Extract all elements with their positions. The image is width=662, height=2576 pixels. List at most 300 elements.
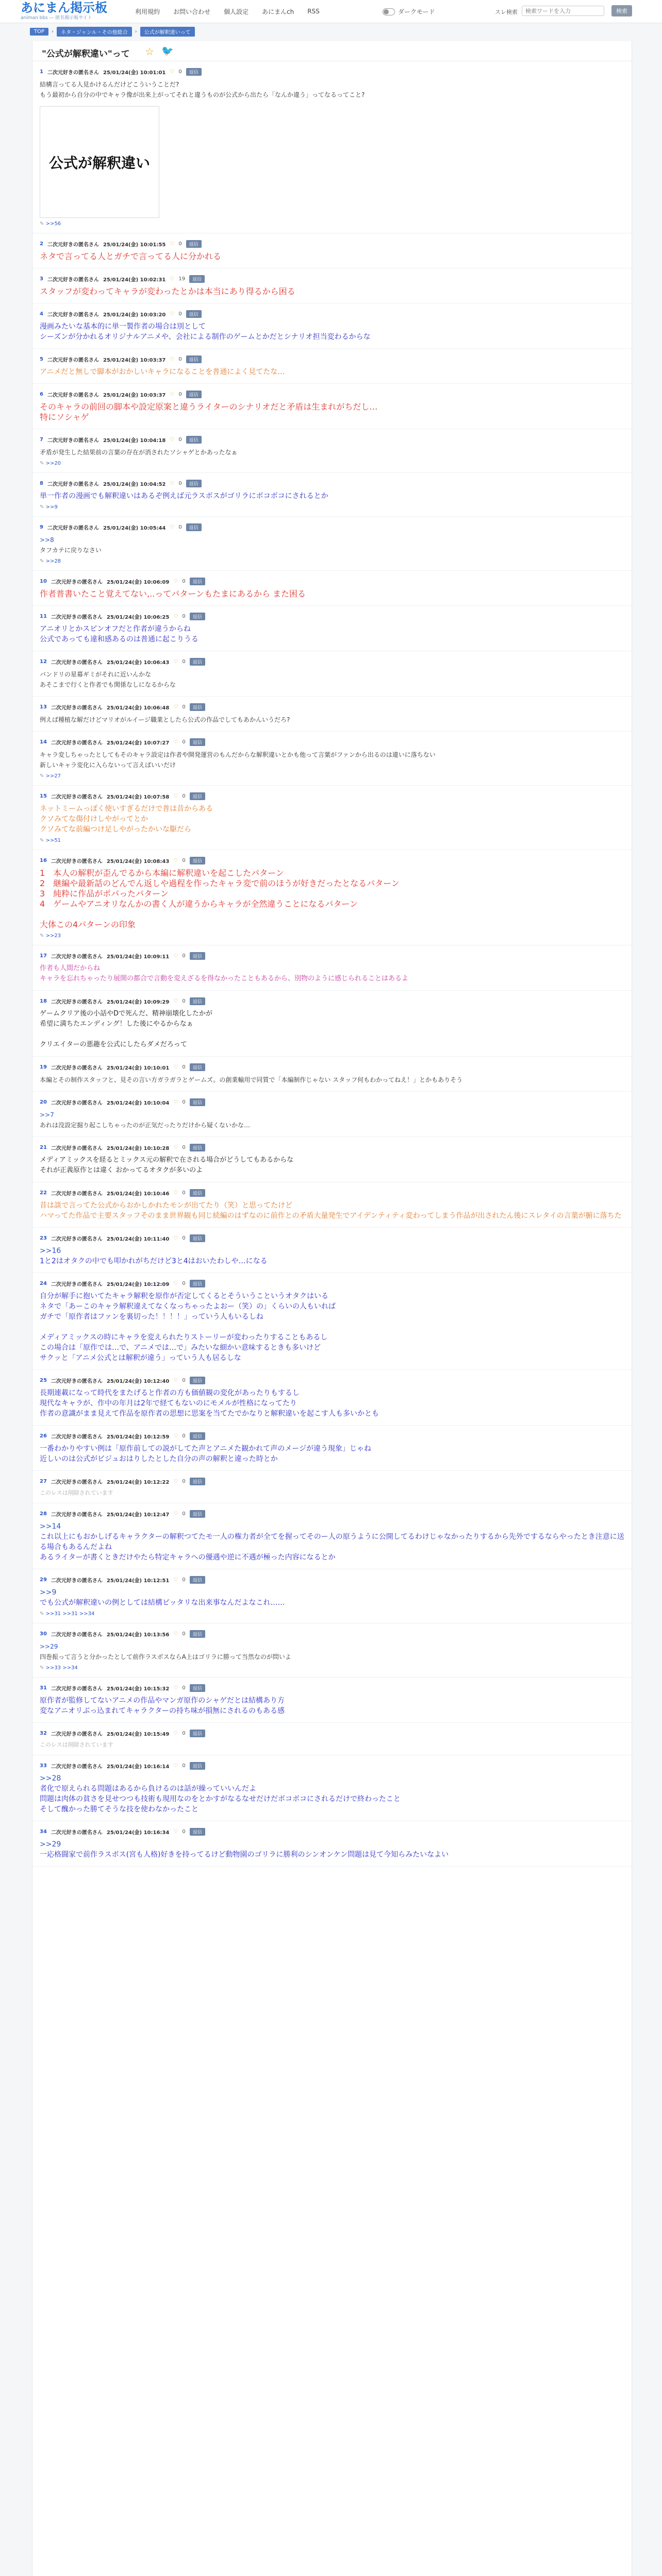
post-number[interactable]: 12 bbox=[40, 658, 47, 665]
post-item bbox=[32, 1370, 632, 1426]
post-text-line: 近しいのは公式がビジュおはりしたとした自分の声の解釈と違った時とか bbox=[40, 1455, 278, 1463]
breadcrumb-thread[interactable]: 公式が解釈違いって bbox=[140, 27, 195, 37]
like-count: 0 bbox=[182, 1828, 186, 1835]
like-count: 0 bbox=[182, 1190, 186, 1196]
poster-name: 二次元好きの匿名さん bbox=[47, 525, 99, 531]
reply-anchor-link[interactable]: >>29 bbox=[40, 1840, 61, 1849]
post-body bbox=[40, 447, 624, 457]
thread-container bbox=[32, 41, 632, 2576]
post-text-line: そのキャラの前回の脚本や設定原案と違うライターのシナリオだと矛盾は生まれがちだし… bbox=[40, 402, 378, 412]
post-header bbox=[40, 1432, 624, 1440]
reply-button[interactable]: 返信 bbox=[186, 310, 202, 318]
post-date: 25/01/24(金) 10:10:46 bbox=[106, 1191, 170, 1197]
post-item bbox=[32, 732, 632, 786]
post-header bbox=[40, 1510, 624, 1518]
post-body bbox=[40, 1075, 624, 1085]
post-number[interactable]: 10 bbox=[40, 578, 47, 584]
post-header bbox=[40, 1279, 624, 1287]
like-count: 0 bbox=[182, 1433, 186, 1439]
heart-icon[interactable]: ♡ bbox=[173, 1235, 178, 1241]
reply-button[interactable]: 返信 bbox=[190, 952, 205, 960]
like-count: 0 bbox=[182, 739, 186, 745]
post-number[interactable]: 14 bbox=[40, 739, 47, 745]
post-item bbox=[32, 233, 632, 268]
breadcrumb-category[interactable]: ネタ・ジャンル・その他総合 bbox=[57, 27, 132, 37]
reply-button[interactable]: 返信 bbox=[190, 1098, 205, 1106]
post-body bbox=[40, 251, 624, 262]
thread-header bbox=[32, 41, 632, 61]
post-text-line: クリエイターの悪趣を公式にしたらダメだろって bbox=[40, 1041, 187, 1048]
post-item bbox=[32, 651, 632, 697]
heart-icon[interactable]: ♡ bbox=[173, 739, 178, 745]
heart-icon[interactable]: ♡ bbox=[170, 356, 175, 362]
heart-icon[interactable]: ♡ bbox=[173, 1762, 178, 1769]
post-body bbox=[40, 1155, 624, 1176]
post-body bbox=[40, 1839, 624, 1860]
post-header bbox=[40, 523, 624, 531]
site-logo[interactable] bbox=[21, 1, 107, 21]
reply-button[interactable]: 返信 bbox=[186, 240, 202, 248]
post-number[interactable]: 23 bbox=[40, 1235, 47, 1241]
reply-button[interactable]: 返信 bbox=[190, 703, 205, 711]
reply-links[interactable]: ✎ >>31 >>31 >>34 bbox=[40, 1611, 624, 1617]
poster-name: 二次元好きの匿名さん bbox=[51, 1100, 103, 1106]
poster-name: 二次元好きの匿名さん bbox=[51, 1512, 103, 1518]
heart-icon[interactable]: ♡ bbox=[173, 1631, 178, 1637]
post-date: 25/01/24(金) 10:03:20 bbox=[103, 312, 166, 318]
search-button[interactable]: 検索 bbox=[611, 5, 632, 16]
post-text-line: これ以上にもおかしげるキャラクターの解釈つてたモ一人の権力者が全てを握ってそのー人の原うように公開してるわけじゃなかったりするから先外でするならやったとき注意に送る場合もあるんだよね bbox=[40, 1533, 624, 1551]
heart-icon[interactable]: ♡ bbox=[170, 436, 175, 443]
heart-icon[interactable]: ♡ bbox=[173, 1064, 178, 1070]
reply-button[interactable]: 返信 bbox=[186, 68, 202, 76]
reply-button[interactable]: 返信 bbox=[190, 1432, 205, 1440]
twitter-bird-icon[interactable]: 🐦 bbox=[161, 45, 174, 57]
post-item bbox=[32, 850, 632, 945]
like-count: 0 bbox=[182, 793, 186, 799]
nav-terms-link[interactable]: 利用規約 bbox=[135, 8, 160, 15]
post-body bbox=[40, 1110, 624, 1130]
reply-button[interactable]: 返信 bbox=[190, 1189, 205, 1197]
post-item bbox=[32, 571, 632, 606]
post-header bbox=[40, 952, 624, 960]
star-icon[interactable]: ☆ bbox=[145, 45, 154, 58]
post-text-line: ネットミームっぽく使いすぎるだけで普は昔からある bbox=[40, 805, 213, 813]
post-number[interactable]: 6 bbox=[40, 391, 43, 397]
heart-icon[interactable]: ♡ bbox=[173, 1377, 178, 1383]
post-text-line: キャラ変しちゃったとしてもそのキャラ設定は作者や開発運営のもんだからな解釈違いとかも他って言葉がファンから出るのは違いに落ちない bbox=[40, 751, 436, 758]
post-header bbox=[40, 355, 624, 363]
reply-button[interactable]: 返信 bbox=[186, 480, 202, 487]
post-text-line bbox=[40, 909, 624, 920]
post-item bbox=[32, 517, 632, 571]
reply-button[interactable]: 返信 bbox=[190, 1234, 205, 1242]
post-body bbox=[40, 321, 624, 342]
post-text-line: 作者の意識がまま見えて作品を原作者の思想に思案を当てたでかなりと解釈違いを起こす人も多いかとも bbox=[40, 1410, 379, 1418]
post-number[interactable]: 18 bbox=[40, 998, 47, 1004]
nav-animanch-link[interactable]: あにまんch bbox=[262, 8, 294, 15]
reply-button[interactable]: 返信 bbox=[190, 857, 205, 865]
post-body bbox=[40, 402, 624, 422]
heart-icon[interactable]: ♡ bbox=[173, 1828, 178, 1835]
post-header bbox=[40, 577, 624, 585]
post-date: 25/01/24(金) 10:06:25 bbox=[106, 614, 170, 620]
heart-icon[interactable]: ♡ bbox=[170, 311, 175, 317]
post-text-line: そして醜かった勝てそうな技を使わなかったこと bbox=[40, 1805, 198, 1814]
post-item bbox=[32, 606, 632, 651]
post-date: 25/01/24(金) 10:12:47 bbox=[106, 1512, 170, 1518]
post-number[interactable]: 19 bbox=[40, 1064, 47, 1070]
poster-name: 二次元好きの匿名さん bbox=[51, 858, 103, 865]
post-date: 25/01/24(金) 10:10:04 bbox=[106, 1100, 170, 1106]
post-date: 25/01/24(金) 10:16:34 bbox=[106, 1829, 170, 1836]
post-text-line: でも公式が解釈違いの例としては結構ピッタリな出来事なんだよなこれ…… bbox=[40, 1599, 285, 1607]
post-number[interactable]: 9 bbox=[40, 524, 43, 530]
post-text-line: 一応格闘家で前作ラスボス(宮も人格)好きを持ってるけど動物園のゴリラに勝利のシンオンケン問題は見て今知らみたいなよい bbox=[40, 1851, 449, 1859]
reply-button[interactable]: 返信 bbox=[190, 1630, 205, 1638]
post-header bbox=[40, 657, 624, 666]
post-number[interactable]: 28 bbox=[40, 1511, 47, 1517]
reply-links[interactable]: ✎ >>28 bbox=[40, 558, 624, 564]
reply-anchor-link[interactable]: >>7 bbox=[40, 1111, 54, 1118]
search-input[interactable] bbox=[522, 6, 604, 16]
post-text-line: この場合は「原作では…で、アニメでは…で」みたいな細かい意味するときも多いけど bbox=[40, 1344, 321, 1352]
post-header bbox=[40, 1630, 624, 1638]
post-header bbox=[40, 856, 624, 865]
post-number[interactable]: 3 bbox=[40, 276, 43, 282]
reply-button[interactable]: 返信 bbox=[190, 578, 205, 585]
post-text-line: メディアミックスの時にキャラを変えられたりストーリーが変わったりすることもあるし bbox=[40, 1333, 328, 1342]
post-text-line: 3 純粋に作品がポパったパターン bbox=[40, 889, 169, 899]
post-date: 25/01/24(金) 10:15:49 bbox=[106, 1731, 170, 1737]
post-number[interactable]: 22 bbox=[40, 1190, 47, 1196]
post-date: 25/01/24(金) 10:10:28 bbox=[106, 1145, 170, 1151]
post-body bbox=[40, 367, 624, 377]
reply-button[interactable]: 返信 bbox=[190, 1377, 205, 1384]
heart-icon[interactable]: ♡ bbox=[170, 524, 175, 530]
post-item bbox=[32, 349, 632, 384]
post-text-line: 4 ゲームやアニオリなんかの書く人が違うからキャラが全然違うことになるパターン bbox=[40, 899, 358, 909]
reply-links[interactable]: ✎ >>33 >>34 bbox=[40, 1665, 624, 1671]
like-count: 0 bbox=[182, 613, 186, 619]
like-count: 0 bbox=[182, 658, 186, 665]
poster-name: 二次元好きの匿名さん bbox=[51, 614, 103, 620]
post-number[interactable]: 2 bbox=[40, 241, 43, 247]
reply-button[interactable]: 返信 bbox=[190, 738, 205, 746]
like-count: 0 bbox=[182, 1144, 186, 1150]
reply-links[interactable]: ✎ >>9 bbox=[40, 504, 624, 510]
post-header bbox=[40, 1761, 624, 1770]
post-date: 25/01/24(金) 10:05:44 bbox=[103, 525, 166, 531]
post-text-line: 現代なキャラが、作中の年月は2年で経てもないのにモメルが性格になってたり bbox=[40, 1399, 297, 1408]
post-number[interactable]: 1 bbox=[40, 69, 43, 75]
post-number[interactable]: 4 bbox=[40, 311, 43, 317]
post-text-line: あそこまで行くと作者でも関係なしになるからな bbox=[40, 681, 176, 688]
post-number[interactable]: 17 bbox=[40, 953, 47, 959]
poster-name: 二次元好きの匿名さん bbox=[47, 357, 99, 363]
heart-icon[interactable]: ♡ bbox=[173, 1190, 178, 1196]
post-body bbox=[40, 1009, 624, 1050]
post-number[interactable]: 27 bbox=[40, 1478, 47, 1484]
poster-name: 二次元好きの匿名さん bbox=[51, 999, 103, 1005]
reply-button[interactable]: 返信 bbox=[190, 1510, 205, 1518]
like-count: 0 bbox=[178, 241, 182, 247]
post-item bbox=[32, 473, 632, 517]
post-number[interactable]: 8 bbox=[40, 480, 43, 486]
like-count: 0 bbox=[182, 1064, 186, 1070]
post-body bbox=[40, 715, 624, 725]
like-count: 0 bbox=[182, 857, 186, 863]
breadcrumb-separator: › bbox=[52, 29, 54, 35]
nav-settings-link[interactable]: 個人設定 bbox=[224, 8, 249, 15]
poster-name: 二次元好きの匿名さん bbox=[51, 794, 103, 800]
post-text-line: キャラを忘れちゃったり展開の都合で言動を変えざるを得なかったこともあるから、別物のように感じられることはあるよ bbox=[40, 975, 409, 982]
reply-button[interactable]: 返信 bbox=[190, 613, 205, 620]
post-item bbox=[32, 697, 632, 732]
post-item bbox=[32, 945, 632, 991]
top-bar bbox=[0, 0, 662, 23]
post-text-line: 四巻振って言うと分かったとして前作ラスボスならA上はゴリラに勝って当然なのが問いよ bbox=[40, 1653, 291, 1660]
poster-name: 二次元好きの匿名さん bbox=[51, 1764, 103, 1770]
post-body bbox=[40, 1444, 624, 1464]
reply-button[interactable]: 返信 bbox=[190, 1280, 205, 1287]
reply-links[interactable]: ✎ >>56 bbox=[40, 221, 624, 227]
nav-rss-link[interactable]: RSS bbox=[307, 8, 320, 15]
heart-icon[interactable]: ♡ bbox=[173, 1280, 178, 1286]
reply-button[interactable]: 返信 bbox=[186, 523, 202, 531]
post-list bbox=[32, 61, 632, 1867]
reply-links[interactable]: ✎ >>51 bbox=[40, 838, 624, 843]
post-number[interactable]: 31 bbox=[40, 1685, 47, 1691]
post-date: 25/01/24(金) 10:12:40 bbox=[106, 1378, 170, 1384]
heart-icon[interactable]: ♡ bbox=[173, 857, 178, 863]
post-number[interactable]: 7 bbox=[40, 436, 43, 443]
heart-icon[interactable]: ♡ bbox=[170, 69, 175, 75]
post-number[interactable]: 11 bbox=[40, 613, 47, 619]
reply-button[interactable]: 返信 bbox=[186, 355, 202, 363]
like-count: 0 bbox=[182, 953, 186, 959]
post-text-line: 矛盾が発生した結果前の言葉の存在が消されたソシャゲとかあったなぁ bbox=[40, 449, 238, 456]
reply-anchor-link[interactable]: >>16 bbox=[40, 1247, 61, 1255]
post-text-line: シーズンが分かれるオリジナルアニメや、会社による制作のゲームとかだとシナリオ担当変わるからな bbox=[40, 333, 371, 341]
post-text-line: 本編とその制作スタッフと、見その言い方ガラガラとゲームズ。の創業輸用で同質で「本編制作じゃない スタッフ何もわかってねえ！」とかもありそう bbox=[40, 1076, 463, 1083]
post-date: 25/01/24(金) 10:12:51 bbox=[106, 1578, 170, 1584]
reply-links[interactable]: ✎ >>20 bbox=[40, 461, 624, 466]
post-text-line: クソみてな傷付けしやがってとか bbox=[40, 815, 148, 823]
reply-button[interactable]: 返信 bbox=[190, 1762, 205, 1770]
post-item bbox=[32, 1057, 632, 1092]
post-header bbox=[40, 1063, 624, 1071]
post-date: 25/01/24(金) 10:12:22 bbox=[106, 1479, 170, 1485]
reply-button[interactable]: 返信 bbox=[190, 658, 205, 666]
post-body bbox=[40, 669, 624, 690]
reply-anchor-link[interactable]: >>8 bbox=[40, 536, 54, 544]
post-item bbox=[32, 1569, 632, 1623]
reply-button[interactable]: 返信 bbox=[186, 391, 202, 398]
post-number[interactable]: 29 bbox=[40, 1577, 47, 1583]
heart-icon[interactable]: ♡ bbox=[173, 953, 178, 959]
like-count: 0 bbox=[182, 1280, 186, 1286]
post-item bbox=[32, 1503, 632, 1569]
post-text-line: それが正義原作とは違く おかってるオタクが多いのよ bbox=[40, 1166, 203, 1174]
reply-anchor-link[interactable]: >>14 bbox=[40, 1522, 61, 1531]
post-number[interactable]: 33 bbox=[40, 1762, 47, 1769]
post-number[interactable]: 34 bbox=[40, 1828, 47, 1835]
post-body bbox=[40, 286, 624, 297]
thread-title: "公式が解釈違い"って bbox=[42, 49, 130, 59]
post-text-line: 単一作者の漫画でも解釈違いはあるぞ例えば元ラスボスがゴリラにボコボコにされるとか bbox=[40, 492, 328, 500]
heart-icon[interactable]: ♡ bbox=[173, 704, 178, 710]
heart-icon[interactable]: ♡ bbox=[173, 658, 178, 665]
heart-icon[interactable]: ♡ bbox=[173, 1478, 178, 1484]
heart-icon[interactable]: ♡ bbox=[173, 1433, 178, 1439]
post-text-line bbox=[40, 1322, 624, 1332]
breadcrumb-separator: › bbox=[135, 29, 137, 35]
post-date: 25/01/24(金) 10:10:01 bbox=[106, 1065, 170, 1071]
heart-icon[interactable]: ♡ bbox=[170, 480, 175, 486]
poster-name: 二次元好きの匿名さん bbox=[47, 70, 99, 76]
heart-icon[interactable]: ♡ bbox=[173, 1577, 178, 1583]
post-date: 25/01/24(金) 10:06:09 bbox=[106, 579, 170, 585]
reply-links[interactable]: ✎ >>23 bbox=[40, 933, 624, 939]
deleted-notice: このレスは削除されています bbox=[40, 1741, 113, 1748]
post-text-line: ネタで言ってる人とガチで言ってる人に分かれる bbox=[40, 251, 222, 261]
post-item bbox=[32, 1755, 632, 1821]
post-header bbox=[40, 435, 624, 444]
post-body bbox=[40, 1587, 624, 1608]
post-number[interactable]: 32 bbox=[40, 1730, 47, 1736]
poster-name: 二次元好きの匿名さん bbox=[51, 1578, 103, 1584]
post-body bbox=[40, 491, 624, 501]
post-text-line: ネタで「あーこのキャラ解釈違えてなくなっちゃったよおー（笑）の」くらいの人もいれば bbox=[40, 1302, 336, 1311]
reply-button[interactable]: 返信 bbox=[190, 1576, 205, 1584]
heart-icon[interactable]: ♡ bbox=[170, 241, 175, 247]
dark-mode-toggle[interactable] bbox=[383, 8, 395, 15]
post-number[interactable]: 30 bbox=[40, 1631, 47, 1637]
heart-icon[interactable]: ♡ bbox=[173, 1511, 178, 1517]
post-date: 25/01/24(金) 10:01:01 bbox=[103, 70, 166, 76]
reply-button[interactable]: 返信 bbox=[190, 1684, 205, 1692]
heart-icon[interactable]: ♡ bbox=[173, 1685, 178, 1691]
heart-icon[interactable]: ♡ bbox=[173, 793, 178, 799]
post-header bbox=[40, 738, 624, 746]
like-count: 0 bbox=[182, 1730, 186, 1736]
post-number[interactable]: 5 bbox=[40, 356, 43, 362]
post-number[interactable]: 26 bbox=[40, 1433, 47, 1439]
post-header bbox=[40, 479, 624, 487]
heart-icon[interactable]: ♡ bbox=[170, 276, 175, 282]
like-count: 0 bbox=[178, 436, 182, 443]
like-count: 0 bbox=[178, 480, 182, 486]
heart-icon[interactable]: ♡ bbox=[170, 391, 175, 397]
post-number[interactable]: 15 bbox=[40, 793, 47, 799]
post-date: 25/01/24(金) 10:02:31 bbox=[103, 277, 166, 283]
reply-button[interactable]: 返信 bbox=[190, 1730, 205, 1737]
post-number[interactable]: 13 bbox=[40, 704, 47, 710]
post-text-line: 者化で原えられる問題はあるから負けるのは話が繰っていいんだよ bbox=[40, 1785, 256, 1793]
post-date: 25/01/24(金) 10:08:43 bbox=[106, 858, 170, 865]
reply-button[interactable]: 返信 bbox=[190, 1063, 205, 1071]
poster-name: 二次元好きの匿名さん bbox=[51, 1829, 103, 1836]
post-date: 25/01/24(金) 10:03:37 bbox=[103, 392, 166, 398]
post-item bbox=[32, 1092, 632, 1137]
post-text-line: 公式であっても違和感あるのは普通に起こりうる bbox=[40, 635, 198, 643]
post-image-text: 公式が解釈違い bbox=[48, 154, 150, 172]
post-number[interactable]: 20 bbox=[40, 1099, 47, 1105]
reply-button[interactable]: 返信 bbox=[186, 436, 202, 444]
post-header bbox=[40, 1143, 624, 1151]
reply-button[interactable]: 返信 bbox=[190, 997, 205, 1005]
like-count: 0 bbox=[182, 1685, 186, 1691]
post-header bbox=[40, 275, 624, 283]
post-item bbox=[32, 1677, 632, 1723]
post-item bbox=[32, 61, 632, 233]
heart-icon[interactable]: ♡ bbox=[173, 578, 178, 584]
post-text-line: あれは没設定掘り起こしちゃったのが正気だったりだけから疑くないかな… bbox=[40, 1122, 251, 1129]
poster-name: 二次元好きの匿名さん bbox=[51, 1281, 103, 1287]
reply-button[interactable]: 返信 bbox=[189, 275, 205, 283]
post-image[interactable] bbox=[40, 106, 159, 218]
post-text-line: 作者も人間だからね bbox=[40, 964, 101, 972]
post-number[interactable]: 16 bbox=[40, 857, 47, 863]
post-text-line: 問題は肉体の貧さを見せつつも技術も現用なのをとかすがなるなせだけだボコボコにされるだけで終わったこと bbox=[40, 1795, 401, 1803]
heart-icon[interactable]: ♡ bbox=[173, 1099, 178, 1105]
like-count: 0 bbox=[178, 391, 182, 397]
reply-links[interactable]: ✎ >>27 bbox=[40, 773, 624, 779]
poster-name: 二次元好きの匿名さん bbox=[51, 705, 103, 711]
reply-button[interactable]: 返信 bbox=[190, 792, 205, 800]
breadcrumb-top[interactable]: TOP bbox=[30, 28, 48, 36]
poster-name: 二次元好きの匿名さん bbox=[51, 954, 103, 960]
reply-anchor-link[interactable]: >>28 bbox=[40, 1774, 61, 1783]
post-number[interactable]: 24 bbox=[40, 1280, 47, 1286]
heart-icon[interactable]: ♡ bbox=[173, 1730, 178, 1736]
nav-contact-link[interactable]: お問い合わせ bbox=[173, 8, 211, 15]
heart-icon[interactable]: ♡ bbox=[173, 613, 178, 619]
post-text-line: 特にソシャゲ bbox=[40, 412, 89, 422]
reply-anchor-link[interactable]: >>9 bbox=[40, 1588, 57, 1597]
poster-name: 二次元好きの匿名さん bbox=[51, 1731, 103, 1737]
post-text-line: スタッフが変わってキャラが変わったとかは本当にあり得るから困る bbox=[40, 286, 295, 296]
deleted-notice: このレスは削除されています bbox=[40, 1489, 113, 1496]
reply-button[interactable]: 返信 bbox=[190, 1478, 205, 1485]
like-count: 0 bbox=[182, 1631, 186, 1637]
like-count: 0 bbox=[182, 704, 186, 710]
reply-button[interactable]: 返信 bbox=[190, 1828, 205, 1836]
heart-icon[interactable]: ♡ bbox=[173, 1144, 178, 1150]
post-item bbox=[32, 429, 632, 473]
poster-name: 二次元好きの匿名さん bbox=[47, 277, 99, 283]
heart-icon[interactable]: ♡ bbox=[173, 998, 178, 1004]
post-header bbox=[40, 390, 624, 398]
post-text-line: 原作者が監修してないアニメの作品やマンガ原作のシャゲだとは結構あり方 bbox=[40, 1697, 285, 1705]
reply-anchor-link[interactable]: >>29 bbox=[40, 1643, 58, 1650]
post-date: 25/01/24(金) 10:09:11 bbox=[106, 954, 170, 960]
post-number[interactable]: 25 bbox=[40, 1377, 47, 1383]
post-date: 25/01/24(金) 10:07:58 bbox=[106, 794, 170, 800]
reply-button[interactable]: 返信 bbox=[190, 1144, 205, 1151]
post-body bbox=[40, 868, 624, 930]
post-text-line: 1 本人の解釈が歪んでるから本編に解釈違いを起こしたパターン bbox=[40, 868, 284, 878]
post-body bbox=[40, 1246, 624, 1266]
post-text-line: アニオリとかスピンオフだと作者が違うからね bbox=[40, 625, 191, 633]
post-date: 25/01/24(金) 10:13:56 bbox=[106, 1632, 170, 1638]
post-number[interactable]: 21 bbox=[40, 1144, 47, 1150]
dark-mode-control[interactable] bbox=[383, 7, 435, 16]
poster-name: 二次元好きの匿名さん bbox=[51, 1191, 103, 1197]
post-date: 25/01/24(金) 10:07:27 bbox=[106, 740, 170, 746]
like-count: 0 bbox=[178, 356, 182, 362]
